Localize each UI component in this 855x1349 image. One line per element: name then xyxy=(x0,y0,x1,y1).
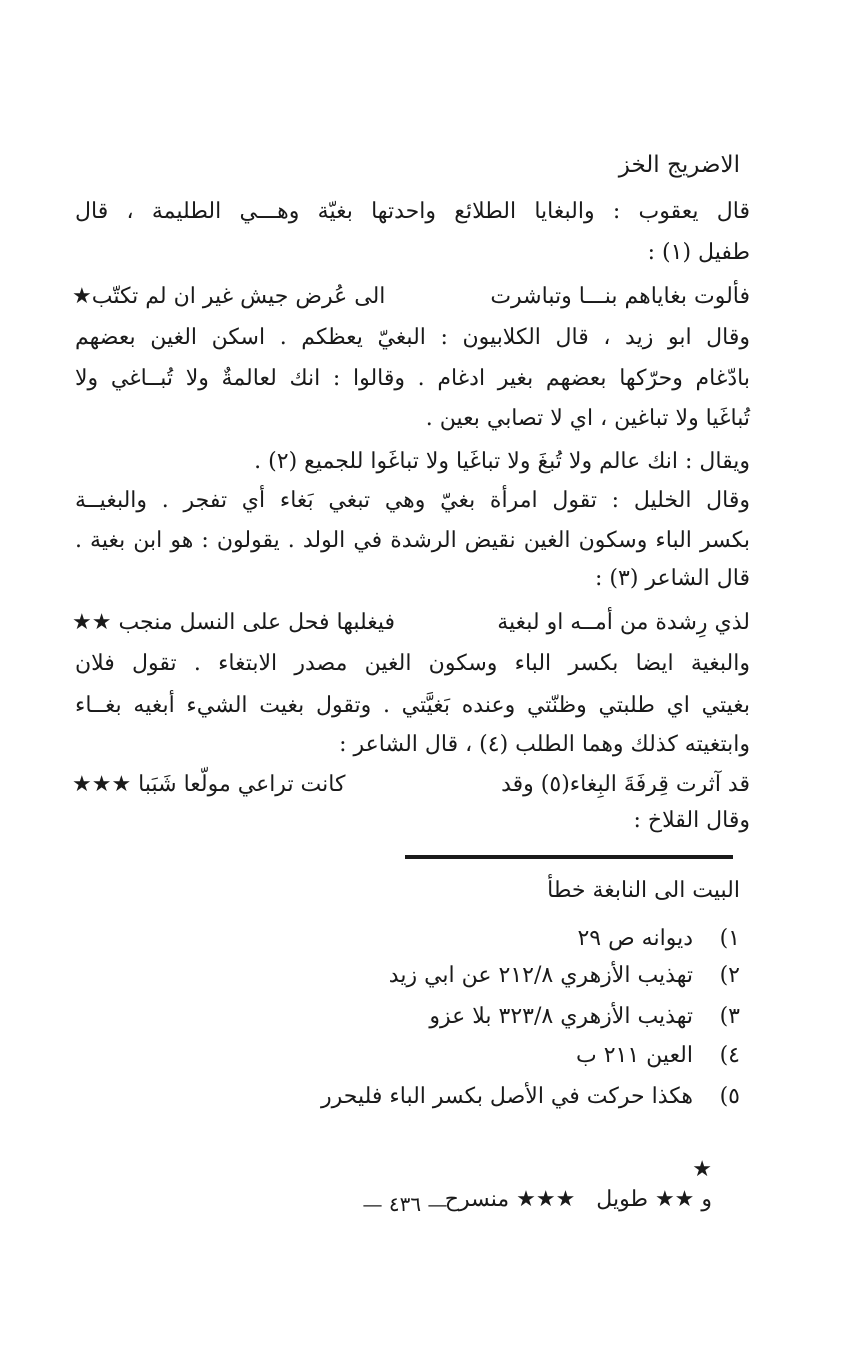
body-line-13: وقال القلاخ : xyxy=(633,808,750,833)
body-line-12: وابتغيته كذلك وهما الطلب (٤) ، قال الشاعر : xyxy=(339,732,750,757)
footnote-number: ٣) xyxy=(719,1004,740,1029)
footnote-text: تهذيب الأزهري ٣٢٣/٨ بلا عزو xyxy=(429,1004,693,1029)
body-line-5: تُباغَيا ولا تباغين ، اي لا تصابي بعين . xyxy=(425,406,750,431)
body-line-2: طفيل (١) : xyxy=(647,240,750,265)
footnote-number: ٢) xyxy=(719,963,740,988)
verse-2-first-hemistich: لذي رِشدة من أمــه او لبغية xyxy=(497,610,750,635)
body-line-8: بكسر الباء وسكون الغين نقيض الرشدة في الولد . يقولون : هو ابن بغية . xyxy=(75,528,750,553)
footnote-separator xyxy=(405,855,733,859)
body-line-3: وقال ابو زيد ، قال الكلابيون : البغيّ يعظكم . اسكن الغين بعضهم xyxy=(75,325,750,350)
verse-2 xyxy=(72,608,750,638)
verse-2-second-hemistich: فيغلبها فحل على النسل منجب ★★ xyxy=(72,610,396,635)
verse-1-second-hemistich: الى عُرض جيش غير ان لم تكتّب★ xyxy=(72,284,386,309)
verse-3-first-hemistich: قد آثرت قِرفَةَ البِغاء(٥) وقد xyxy=(501,772,750,797)
footnote-item xyxy=(577,924,740,954)
body-line-11: بغيتي اي طلبتي وظنّتي وعنده بَغيَّتي . وتقول بغيت الشيء أبغيه بغــاء xyxy=(75,693,750,718)
footnote-text: و ★★ طويل ★★★ منسرح xyxy=(444,1187,713,1212)
footnote-number: ٤) xyxy=(719,1043,740,1068)
footnote-text: هكذا حركت في الأصل بكسر الباء فليحرر xyxy=(321,1084,693,1109)
running-header: الاضريج الخز xyxy=(618,152,740,178)
body-line-9: قال الشاعر (٣) : xyxy=(594,566,750,591)
footnote-number: ★ xyxy=(692,1157,713,1182)
body-line-10: والبغية ايضا بكسر الباء وسكون الغين مصدر الابتغاء . تقول فلان xyxy=(75,651,750,676)
body-line-1: قال يعقوب : والبغايا الطلائع واحدتها بغيّة وهـــي الطليمة ، قال xyxy=(75,199,750,224)
page-number: — ٤٣٦ — xyxy=(362,1192,448,1216)
body-line-6: ويقال : انك عالم ولا تُبغَ ولا تباغَيا ولا تباغَوا للجميع (٢) . xyxy=(254,449,750,474)
body-line-7: وقال الخليل : تقول امرأة بغيّ وهي تبغي بَغاء أي تفجر . والبغيــة xyxy=(75,488,750,513)
footnote-text: تهذيب الأزهري ٢١٢/٨ عن ابي زيد xyxy=(388,963,693,988)
footnote-number: ٥) xyxy=(719,1084,740,1109)
body-line-4: بادّغام وحرّكها بعضهم بغير ادغام . وقالوا : انك لعالمةٌ ولا تُبــاغي ولا xyxy=(75,366,750,391)
verse-3-second-hemistich: كانت تراعي مولّعا شَبَبا ★★★ xyxy=(72,772,346,797)
footnote-item xyxy=(429,1002,740,1032)
footnote-text: العين ٢١١ ب xyxy=(576,1043,693,1068)
verse-1 xyxy=(72,282,750,312)
verse-1-first-hemistich: فألوت بغاياهم بنـــا وتباشرت xyxy=(490,284,750,309)
footnote-item xyxy=(576,1041,740,1071)
footnote-item xyxy=(321,1082,740,1112)
verse-3 xyxy=(72,770,750,800)
footnote-text: ديوانه ص ٢٩ xyxy=(577,926,693,951)
footnote-item xyxy=(389,961,740,991)
footnote-number: ١) xyxy=(719,926,740,951)
footnote-item xyxy=(445,1125,740,1245)
footnote-intro: البيت الى النابغة خطأ xyxy=(547,878,740,903)
